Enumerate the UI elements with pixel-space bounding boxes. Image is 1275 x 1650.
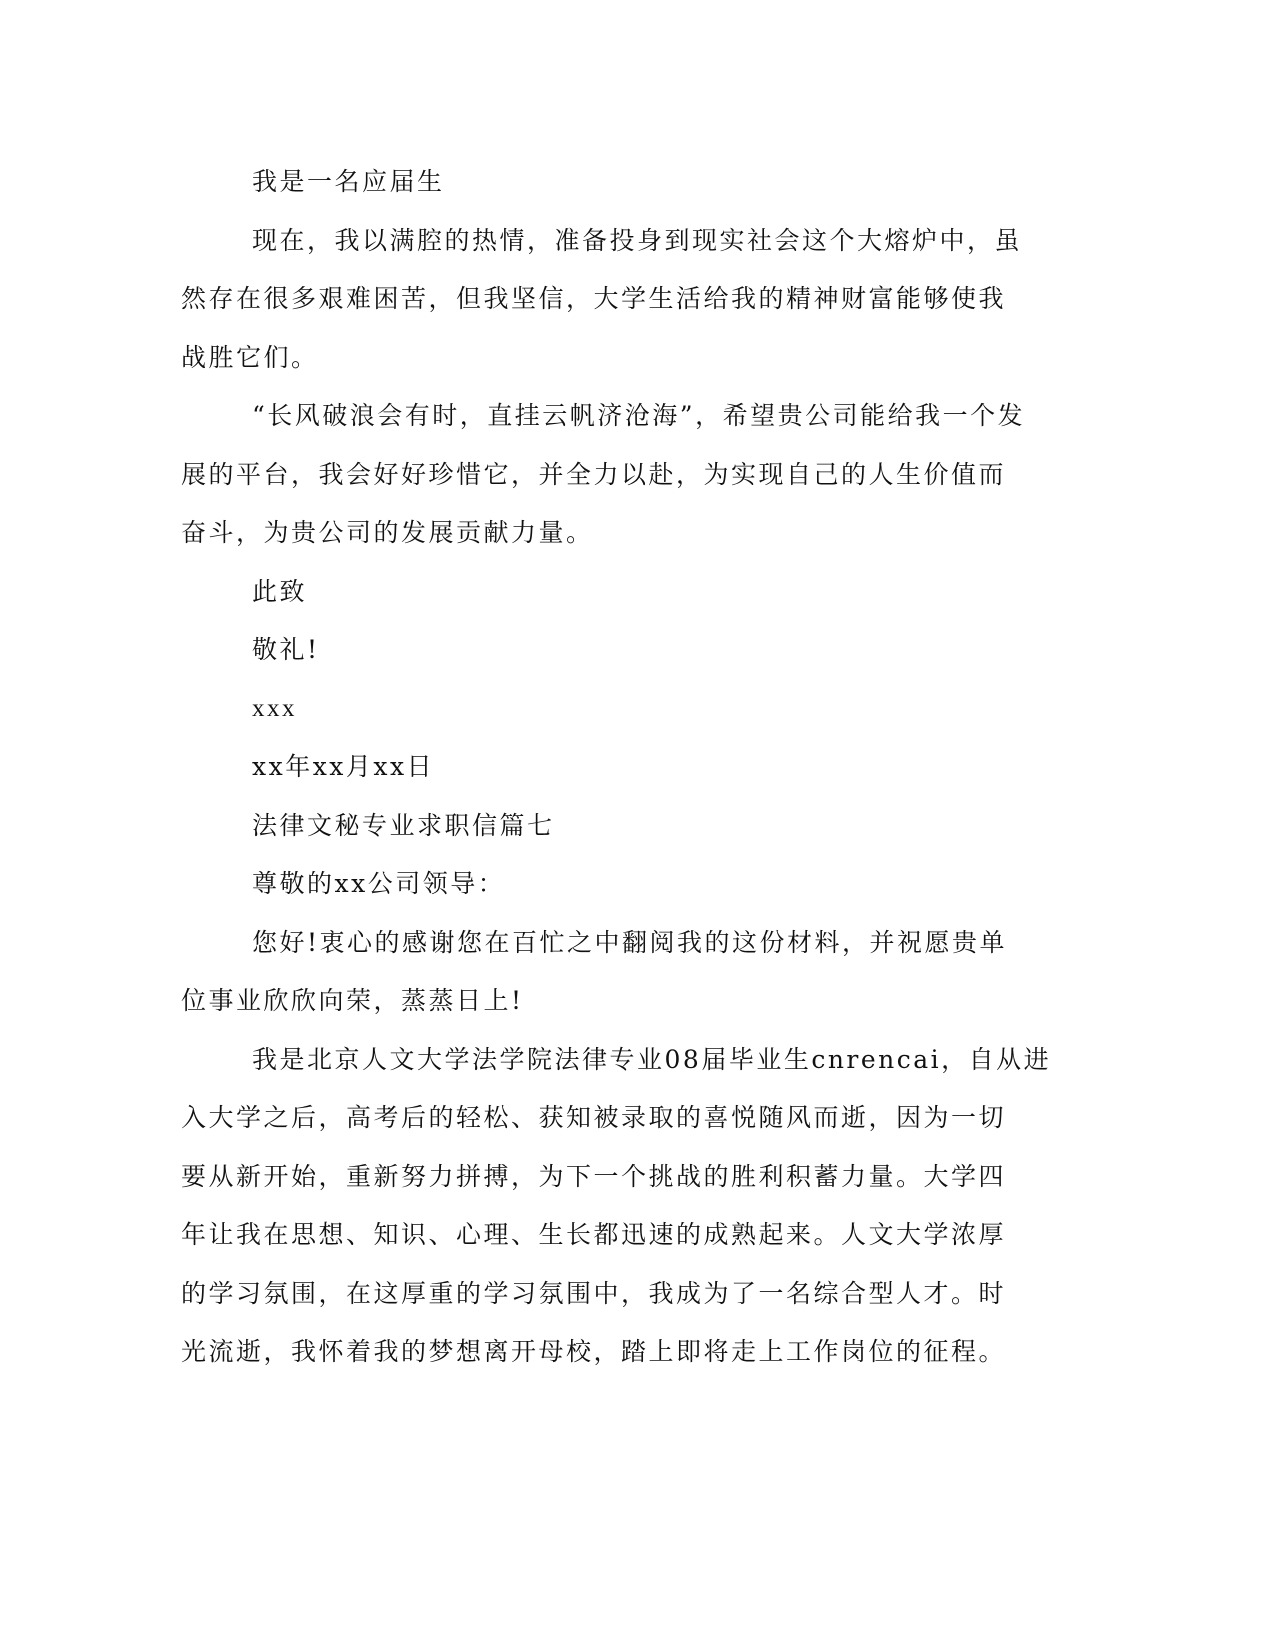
paragraph-line: 我是一名应届生	[252, 167, 445, 196]
paragraph-line: 战胜它们。	[181, 342, 319, 372]
letter-body	[181, 160, 1052, 1389]
paragraph-line: 您好!衷心的感谢您在百忙之中翻阅我的这份材料，并祝愿贵单	[252, 927, 1008, 957]
paragraph-line: 的学习氛围，在这厚重的学习氛围中，我成为了一名综合型人才。时	[181, 1278, 1007, 1308]
signature-date: xx年xx月xx日	[252, 752, 435, 781]
paragraph-line: 位事业欣欣向荣，蒸蒸日上!	[181, 986, 524, 1015]
paragraph-line: 展的平台，我会好好珍惜它，并全力以赴，为实现自己的人生价值而	[181, 459, 1007, 489]
paragraph-line: 奋斗，为贵公司的发展贡献力量。	[181, 518, 594, 547]
paragraph-line: 我是北京人文大学法学院法律专业08届毕业生cnrencai，自从进	[252, 1044, 1052, 1074]
section-title: 法律文秘专业求职信篇七	[252, 810, 555, 840]
salutation-line: 敬礼!	[252, 635, 320, 664]
signature-name: xxx	[252, 694, 297, 722]
paragraph-line: 要从新开始，重新努力拼搏，为下一个挑战的胜利积蓄力量。大学四	[181, 1161, 1007, 1191]
paragraph-line: 入大学之后，高考后的轻松、获知被录取的喜悦随风而逝，因为一切	[181, 1103, 1007, 1132]
greeting-line: 尊敬的xx公司领导：	[252, 869, 506, 898]
paragraph-line: 现在，我以满腔的热情，准备投身到现实社会这个大熔炉中，虽	[252, 225, 1023, 255]
paragraph-line: 光流逝，我怀着我的梦想离开母校，踏上即将走上工作岗位的征程。	[181, 1337, 1007, 1366]
closing-line: 此致	[252, 576, 308, 606]
paragraph-line: 然存在很多艰难困苦，但我坚信，大学生活给我的精神财富能够使我	[181, 284, 1007, 313]
paragraph-line: “长风破浪会有时，直挂云帆济沧海”，希望贵公司能给我一个发	[252, 401, 1026, 430]
paragraph-line: 年让我在思想、知识、心理、生长都迅速的成熟起来。人文大学浓厚	[181, 1220, 1007, 1249]
